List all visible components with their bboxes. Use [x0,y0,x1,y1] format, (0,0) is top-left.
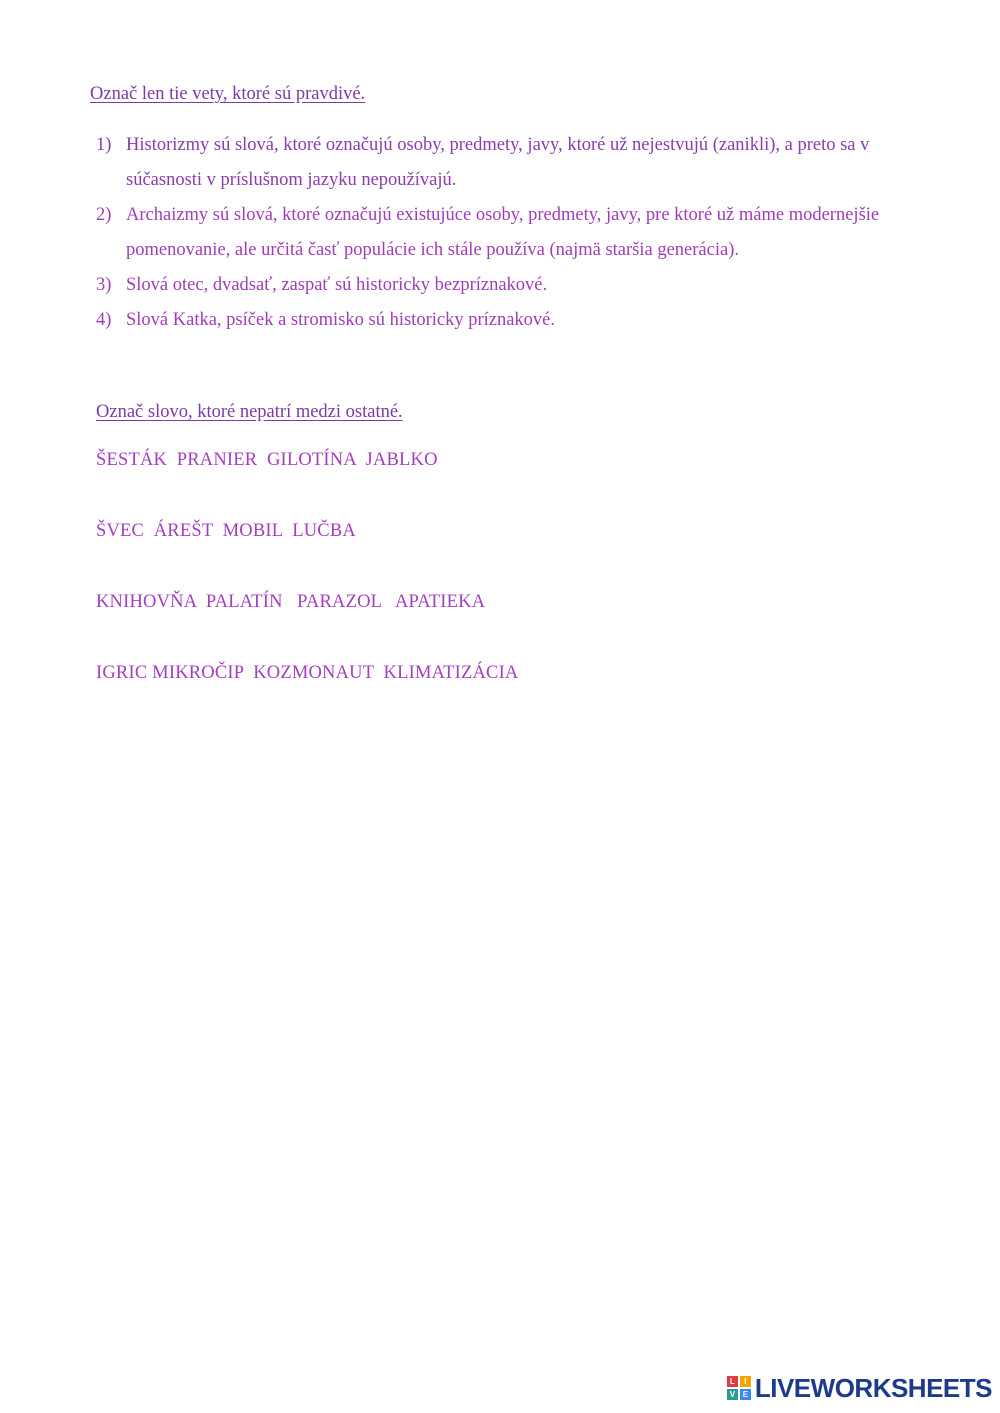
statement-list [96,128,926,338]
statement-text: Historizmy sú slová, ktoré označujú osoby, predmety, javy, ktoré už nejestvujú (zanikli), a preto sa v súčasnosti v príslušnom jazyku nepoužívajú. [126,135,870,190]
section2-heading: Označ slovo, ktoré nepatrí medzi ostatné. [96,402,403,422]
word-row-3[interactable]: KNIHOVŇA PALATÍN PARAZOL APATIEKA [96,592,486,612]
liveworksheets-brand [727,1373,992,1403]
statement-number: 1) [96,135,112,155]
statement-text: Archaizmy sú slová, ktoré označujú existujúce osoby, predmety, javy, pre ktoré už máme modernejšie pomenovanie, ale určitá časť populácie ich stále používa (najmä staršia generácia). [126,205,880,260]
liveworksheets-logo-icon [727,1376,751,1400]
statement-item-4[interactable] [96,303,926,338]
statement-number: 4) [96,310,112,330]
statement-text: Slová otec, dvadsať, zaspať sú historicky bezpríznakové. [126,275,548,295]
logo-tile-v: V [727,1389,738,1400]
word-row-1[interactable]: ŠESTÁK PRANIER GILOTÍNA JABLKO [96,450,438,470]
logo-tile-i: I [740,1376,751,1387]
logo-tile-l: L [727,1376,738,1387]
statement-number: 3) [96,275,112,295]
statement-text: Slová Katka, psíček a stromisko sú historicky príznakové. [126,310,556,330]
statement-item-1[interactable] [96,128,926,198]
word-row-2[interactable]: ŠVEC ÁREŠT MOBIL LUČBA [96,521,356,541]
statement-item-3[interactable] [96,268,926,303]
statement-item-2[interactable] [96,198,926,268]
word-row-4[interactable]: IGRIC MIKROČIP KOZMONAUT KLIMATIZÁCIA [96,663,519,683]
logo-tile-e: E [740,1389,751,1400]
section1-heading: Označ len tie vety, ktoré sú pravdivé. [90,84,366,104]
statement-number: 2) [96,205,112,225]
brand-name: LIVEWORKSHEETS [754,1372,992,1403]
